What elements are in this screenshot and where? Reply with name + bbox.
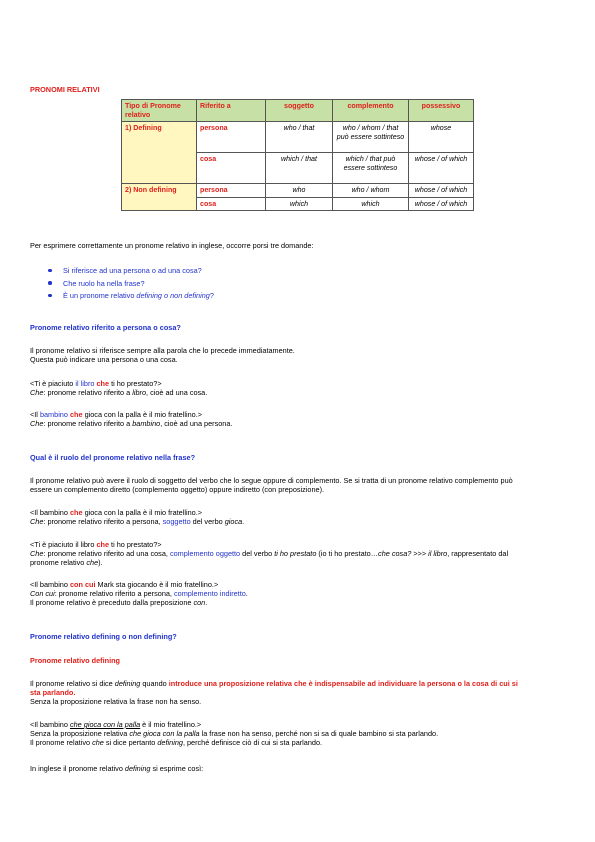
subsection-heading: Pronome relativo defining [30, 656, 121, 665]
ref-cell: cosa [197, 153, 266, 184]
section-heading: Pronome relativo riferito a persona o cosa? [30, 323, 181, 332]
text: Mark sta giocando è il mio fratellino.> [95, 580, 219, 589]
text-line: Questa può indicare una persona o una cosa. [30, 355, 178, 364]
italic: ti ho prestato [274, 549, 317, 558]
header-possessive: possessivo [409, 100, 474, 122]
text: si dice pertanto [103, 738, 158, 747]
ref-cell: persona [197, 122, 266, 153]
example-explanation [30, 589, 565, 598]
example-sentence [30, 540, 565, 549]
text: Il pronome relativo si dice [30, 679, 115, 688]
highlight-red: con cui [69, 580, 96, 589]
example-explanation [30, 729, 565, 738]
list-item: Che ruolo ha nella frase? [48, 279, 214, 292]
example-note [30, 598, 565, 607]
q3-text: È un pronome relativo [63, 291, 137, 300]
text: >>> [411, 549, 429, 558]
example-block [30, 410, 565, 428]
text: : pronome relativo riferito a persona, [43, 517, 163, 526]
example-sentence [30, 410, 565, 419]
header-complement: complemento [333, 100, 409, 122]
highlight-blue: complemento oggetto [169, 549, 241, 558]
highlight-red: introduce una proposizione relativa che è indispensabile ad individuare la persona o la cosa di cui si [168, 679, 518, 688]
text: . [205, 598, 208, 607]
text-line: sta parlando. [30, 688, 76, 697]
text: gioca con la palla è il mio fratellino.> [82, 410, 202, 419]
highlight-red: che [96, 540, 110, 549]
example-block [30, 508, 565, 526]
text: ti ho prestato?> [109, 540, 162, 549]
text: : pronome relativo riferito a [43, 388, 133, 397]
ref-cell: cosa [197, 197, 266, 211]
text: . [245, 589, 248, 598]
text: quando [140, 679, 169, 688]
text: ). [98, 558, 103, 567]
italic: bambino [132, 419, 161, 428]
text: <Ti è piaciuto [30, 379, 76, 388]
page-title: PRONOMI RELATIVI [30, 85, 100, 94]
highlight-red: che [67, 410, 83, 419]
text: del verbo [240, 549, 275, 558]
italic: che [92, 738, 104, 747]
italic: Che [30, 419, 44, 428]
header-type: Tipo di Pronome relativo [122, 100, 197, 122]
possessive-cell: whose / of which [409, 197, 474, 211]
highlight-red: che [69, 508, 83, 517]
text: <Il bambino [30, 580, 70, 589]
possessive-cell: whose / of which [409, 184, 474, 198]
example-explanation-cont [30, 558, 565, 567]
table-header-row [122, 100, 474, 122]
text: <Ti è piaciuto il libro [30, 540, 97, 549]
example-block [30, 540, 565, 567]
text: , cioè ad una persona. [160, 419, 233, 428]
highlight-blue: il libro [75, 379, 95, 388]
table-row [122, 184, 474, 198]
italic: defining [114, 679, 141, 688]
example-block [30, 580, 565, 607]
example-block [30, 720, 565, 747]
text: , rappresentato dal [447, 549, 509, 558]
text: , cioè ad una cosa. [146, 388, 208, 397]
italic: Con cui [30, 589, 55, 598]
text-line: Senza la proposizione relativa la frase non ha senso. [30, 697, 202, 706]
italic: Che [30, 549, 44, 558]
header-ref: Riferito a [197, 100, 266, 122]
paragraph [30, 679, 565, 706]
example-sentence [30, 580, 565, 589]
highlight-blue: complemento indiretto [174, 589, 246, 598]
complement-cell: who / whom [333, 184, 409, 198]
underlined-italic: che gioca con la palla [69, 720, 141, 729]
italic: il libro [428, 549, 448, 558]
text: la frase non ha senso, perché non si sa di quale bambino si sta parlando. [199, 729, 439, 738]
possessive-cell: whose [409, 122, 474, 153]
text: : pronome relativo riferito ad una cosa, [43, 549, 170, 558]
complement-cell [333, 122, 409, 153]
q3-italic: defining o non defining [136, 291, 210, 300]
highlight-red: che [94, 379, 110, 388]
text: Senza la proposizione relativa [30, 729, 130, 738]
text-line: Il pronome relativo si riferisce sempre alla parola che lo precede immediatamente. [30, 346, 295, 355]
paragraph [30, 764, 565, 773]
list-item: Si riferisce ad una persona o ad una cosa? [48, 266, 214, 279]
example-explanation [30, 549, 565, 558]
text: (io ti ho prestato… [316, 549, 379, 558]
text: gioca con la palla è il mio fratellino.> [82, 508, 202, 517]
highlight-blue: soggetto [162, 517, 191, 526]
intro-text: Per esprimere correttamente un pronome relativo in inglese, occorre porsi tre domande: [30, 241, 314, 250]
italic: gioca [224, 517, 243, 526]
subject-cell: which / that [266, 153, 333, 184]
italic: Che [30, 517, 44, 526]
example-explanation [30, 517, 565, 526]
text: : pronome relativo riferito a [43, 419, 133, 428]
example-explanation [30, 419, 565, 428]
italic: defining [157, 738, 183, 747]
highlight-blue: bambino [39, 410, 68, 419]
paragraph [30, 346, 565, 364]
text: : pronome relativo riferito a persona, [54, 589, 174, 598]
italic: che gioca con la palla [129, 729, 200, 738]
text: <Il bambino [30, 720, 70, 729]
ref-cell: persona [197, 184, 266, 198]
text: <Il bambino [30, 508, 70, 517]
complement-cell: which [333, 197, 409, 211]
text: . [242, 517, 245, 526]
italic: Che [30, 388, 44, 397]
questions-list [48, 266, 214, 304]
list-item [48, 291, 214, 304]
table-row [122, 122, 474, 153]
relative-pronouns-table [121, 99, 474, 211]
italic: che [86, 558, 99, 567]
text: del verbo [190, 517, 225, 526]
text: Il pronome relativo [30, 738, 93, 747]
subject-cell: who [266, 184, 333, 198]
header-subject: soggetto [266, 100, 333, 122]
text: pronome relativo [30, 558, 87, 567]
text: In inglese il pronome relativo [30, 764, 125, 773]
text: è il mio fratellino.> [140, 720, 202, 729]
paragraph [30, 476, 565, 494]
italic: con [193, 598, 206, 607]
text: , perché definisce ciò di cui si sta parlando. [182, 738, 323, 747]
italic: libro [132, 388, 147, 397]
example-explanation [30, 388, 565, 397]
complement-value: who / whom / that può essere sottinteso [336, 124, 405, 141]
text: si esprime così: [150, 764, 204, 773]
text-line [30, 679, 565, 688]
subject-cell: which [266, 197, 333, 211]
type-non-defining: 2) Non defining [122, 184, 197, 211]
italic: che cosa? [378, 549, 412, 558]
subject-cell: who / that [266, 122, 333, 153]
complement-cell: which / that può essere sottinteso [333, 153, 409, 184]
type-defining: 1) Defining [122, 122, 197, 184]
section-heading: Qual è il ruolo del pronome relativo nella frase? [30, 453, 196, 462]
text: <Il [30, 410, 40, 419]
section-heading: Pronome relativo defining o non defining? [30, 632, 177, 641]
text: ti ho prestato?> [109, 379, 162, 388]
text-line [30, 764, 565, 773]
text: Il pronome relativo è preceduto dalla preposizione [30, 598, 194, 607]
example-block [30, 379, 565, 397]
text-line: Il pronome relativo può avere il ruolo di soggetto del verbo che lo segue oppure di complemento. Se si tratta di un pronome relativo complemento può [30, 476, 513, 485]
possessive-cell: whose / of which [409, 153, 474, 184]
text-line: essere un complemento diretto (complemento oggetto) oppure indiretto (con preposizione). [30, 485, 325, 494]
example-sentence [30, 379, 565, 388]
italic: defining [124, 764, 151, 773]
q3-end: ? [209, 291, 214, 300]
example-sentence [30, 720, 565, 729]
example-note [30, 738, 565, 747]
example-sentence [30, 508, 565, 517]
